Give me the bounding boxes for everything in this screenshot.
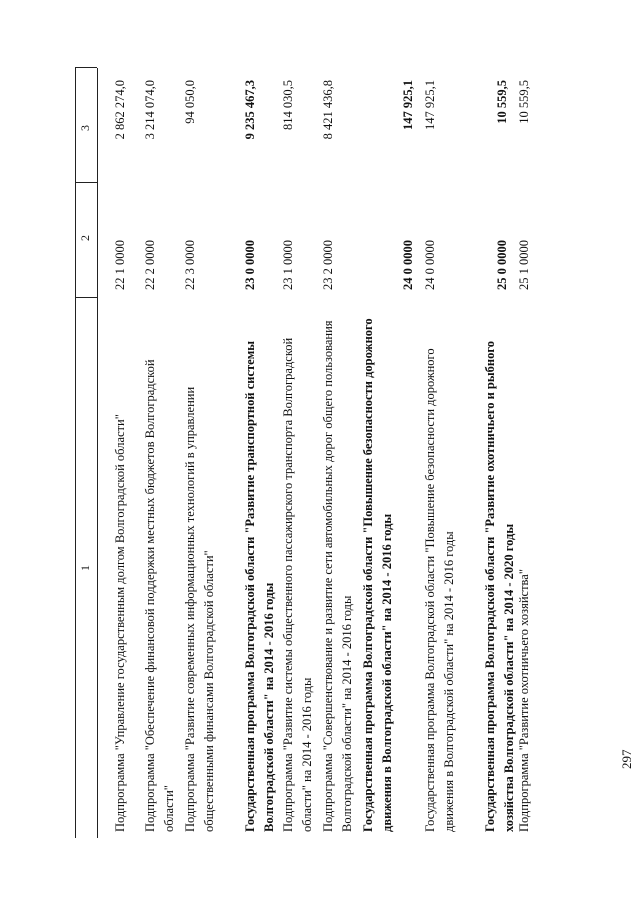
table-top-border	[75, 68, 76, 838]
row-amount: 10 559,5	[495, 80, 509, 124]
header-bottom-border	[97, 68, 98, 838]
header-col2: 2	[78, 235, 92, 241]
row-name: Государственная программа Волгоградской области "Повышение безопасности дорожного движения в Волгоградской области" на 2014 - 2016 годы	[423, 348, 456, 832]
row-amount: 3 214 074,0	[143, 80, 157, 140]
row-amount: 147 925,1	[423, 80, 437, 130]
row-name: Подпрограмма "Обеспечение финансовой поддержки местных бюджетов Волгоградской области"	[143, 359, 176, 832]
row-code: 23 1 0000	[281, 240, 295, 290]
row-amount: 9 235 467,3	[243, 80, 257, 140]
row-code: 23 0 0000	[243, 240, 257, 290]
row-code: 24 0 0000	[423, 240, 437, 290]
row-name: Подпрограмма "Развитие современных информационных технологий в управлении общественными финансами Волгоградской области"	[183, 386, 216, 832]
row-amount: 10 559,5	[517, 80, 531, 124]
row-code: 22 3 0000	[183, 240, 197, 290]
row-name: Подпрограмма "Развитие охотничьего хозяйства"	[517, 569, 531, 832]
row-code: 22 1 0000	[113, 240, 127, 290]
row-amount: 147 925,1	[401, 80, 415, 130]
col-divider-2	[75, 182, 97, 183]
row-code: 22 2 0000	[143, 240, 157, 290]
col-divider-3	[75, 67, 97, 68]
row-code: 25 0 0000	[495, 240, 509, 290]
row-code: 23 2 0000	[321, 240, 335, 290]
row-name: Подпрограмма "Развитие системы общественного пассажирского транспорта Волгоградской области" на 2014 - 2016 годы	[281, 337, 314, 832]
row-amount: 8 421 436,8	[321, 80, 335, 140]
row-name: Государственная программа Волгоградской области "Развитие охотничьего и рыбного хозяйства Волгоградской области" на 2014 - 2020 годы	[483, 341, 516, 832]
col-divider-1	[75, 297, 97, 298]
row-name: Подпрограмма "Совершенствование и развитие сети автомобильных дорог общего пользования Волгоградской области" на 2014 - 2016 годы	[321, 320, 354, 832]
budget-table	[75, 68, 535, 838]
row-name: Подпрограмма "Управление государственным долгом Волгоградской области"	[113, 414, 127, 832]
row-amount: 94 050,0	[183, 80, 197, 124]
header-col3: 3	[78, 125, 92, 131]
row-code: 25 1 0000	[517, 240, 531, 290]
page-number: 297	[619, 749, 634, 769]
row-name: Государственная программа Волгоградской области "Развитие транспортной системы Волгоградской области" на 2014 - 2016 годы	[243, 341, 276, 832]
row-amount: 2 862 274,0	[113, 80, 127, 140]
row-code: 24 0 0000	[401, 240, 415, 290]
header-col1: 1	[78, 565, 92, 571]
row-amount: 814 030,5	[281, 80, 295, 130]
row-name: Государственная программа Волгоградской области "Повышение безопасности дорожного движения в Волгоградской области" на 2014 - 2016 годы	[361, 318, 394, 832]
